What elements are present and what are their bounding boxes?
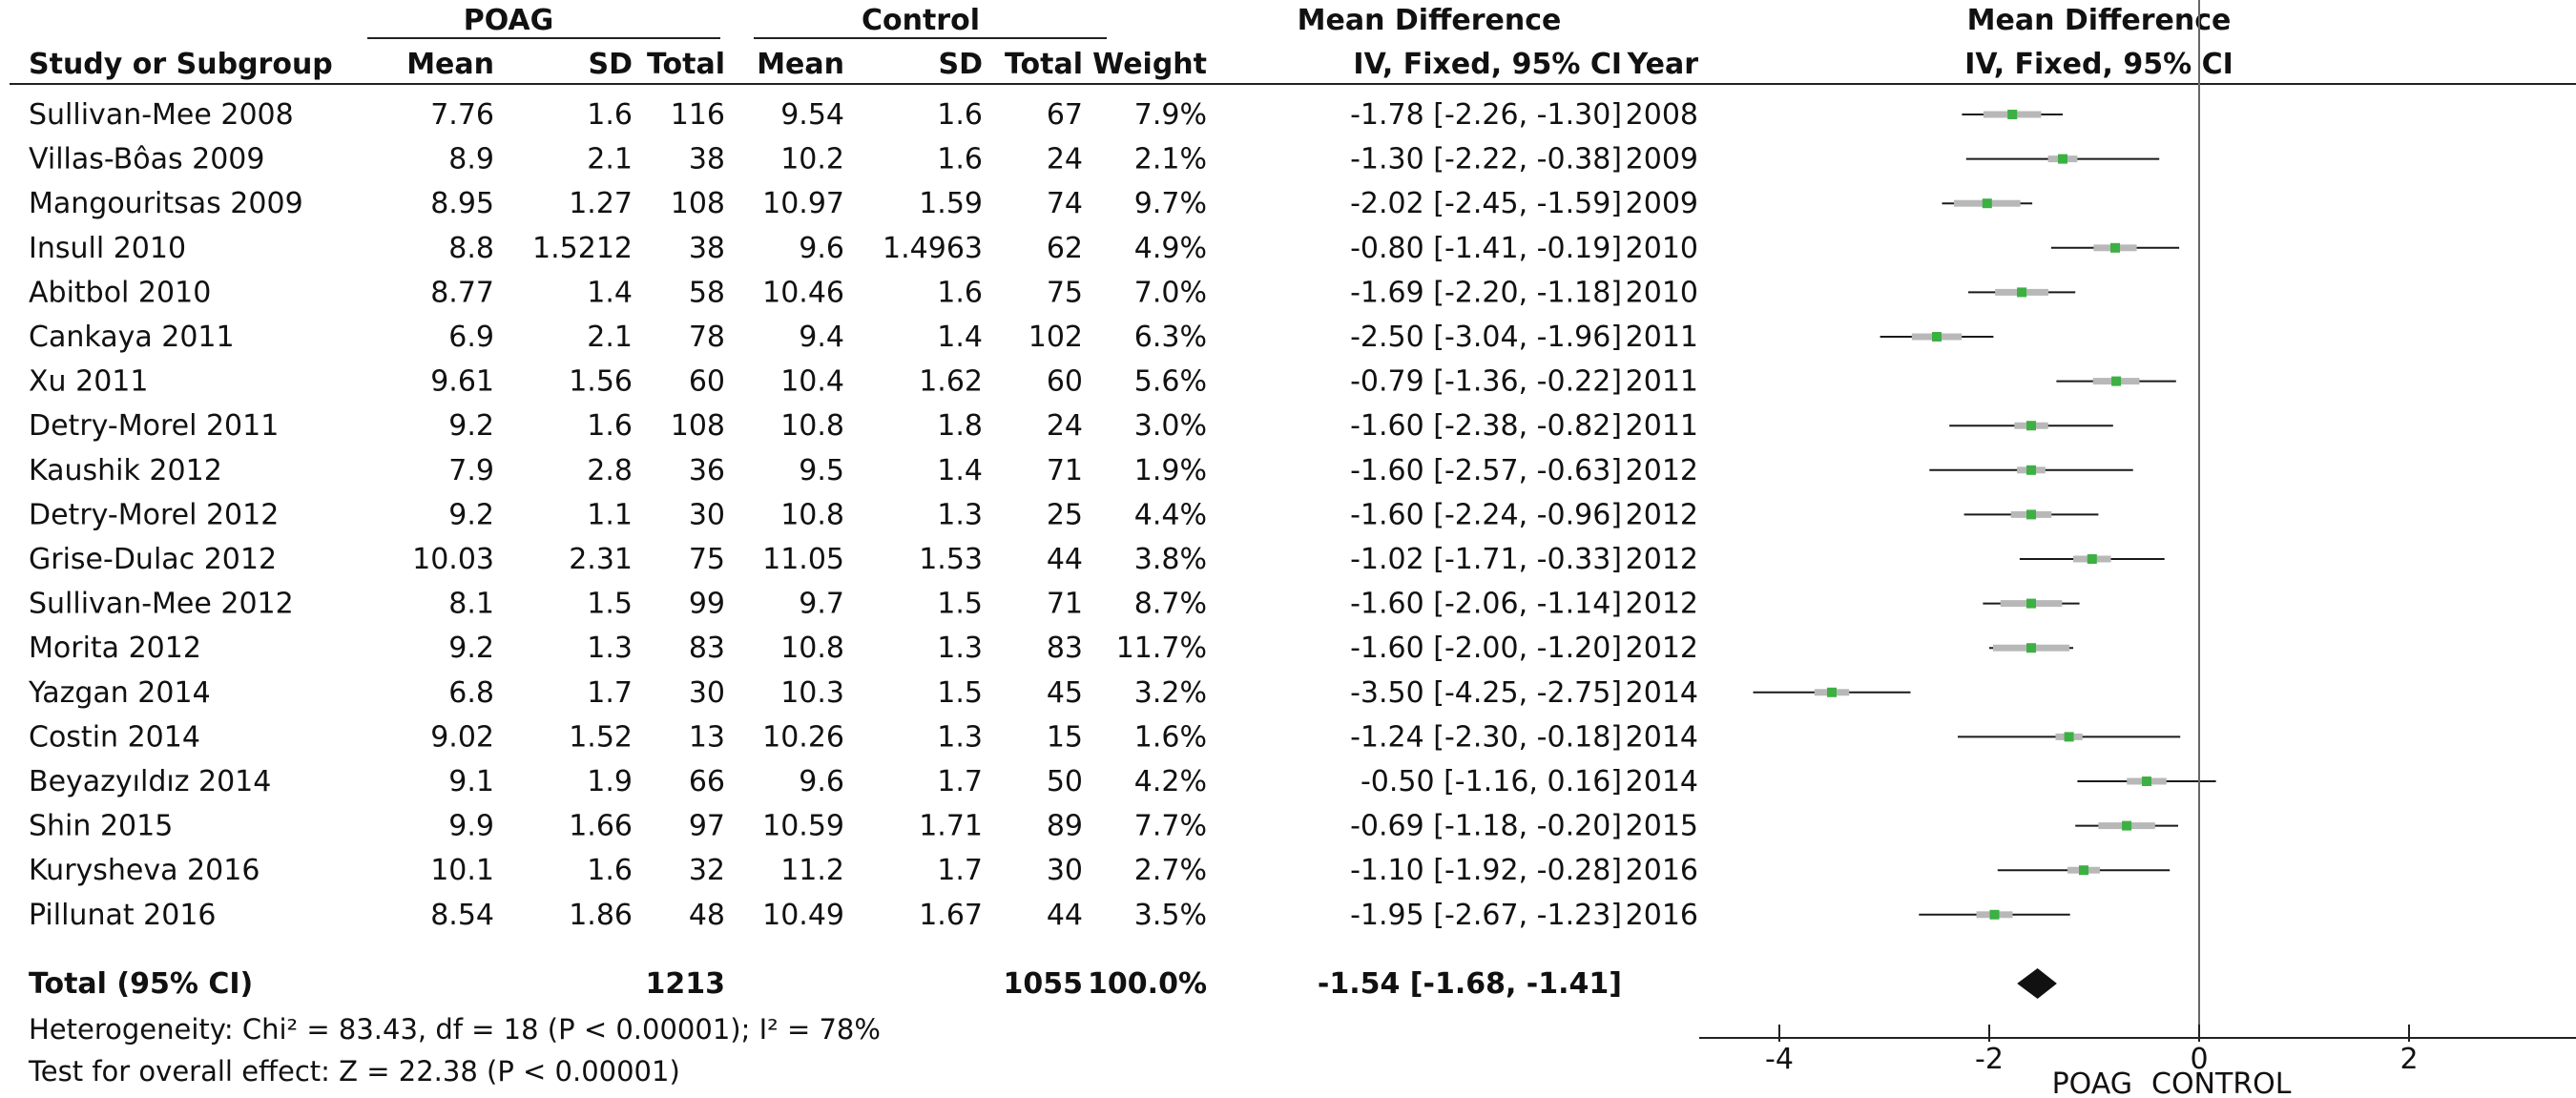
study-mark	[1949, 421, 2113, 430]
cell-study-name: Detry-Morel 2011	[29, 409, 280, 444]
cell-sd-poag: 2.1	[587, 321, 633, 354]
cell-mean-control: 10.8	[780, 498, 844, 532]
cell-total-poag: 83	[688, 632, 725, 666]
cell-ci: -1.60 [-2.57, -0.63]	[1350, 453, 1622, 487]
cell-mean-poag: 9.02	[430, 720, 494, 755]
study-mark	[2051, 243, 2179, 253]
cell-ci: -1.60 [-2.06, -1.14]	[1350, 587, 1622, 621]
plot-subtitle: IV, Fixed, 95% CI	[1964, 48, 2233, 81]
col-ci: IV, Fixed, 95% CI	[1353, 48, 1622, 81]
cell-weight: 6.3%	[1133, 321, 1207, 354]
cell-ci: -0.50 [-1.16, 0.16]	[1360, 765, 1622, 798]
cell-sd-control: 1.53	[919, 543, 983, 576]
cell-mean-poag: 6.8	[448, 675, 494, 710]
cell-total-control: 75	[1046, 276, 1083, 310]
cell-total-poag: 75	[688, 543, 725, 576]
col-study: Study or Subgroup	[29, 48, 333, 81]
cell-mean-control: 9.6	[799, 765, 844, 798]
table-row	[29, 187, 1698, 220]
total-diamond	[2017, 968, 2057, 999]
cell-year: 2012	[1625, 543, 1698, 576]
table-row	[29, 720, 1698, 754]
cell-total-poag: 97	[688, 809, 725, 843]
point-estimate	[2142, 777, 2151, 786]
table-row	[29, 454, 1698, 487]
cell-sd-poag: 1.5212	[532, 231, 633, 265]
cell-ci: -1.69 [-2.20, -1.18]	[1350, 276, 1622, 310]
table-row	[29, 276, 1698, 309]
cell-total-poag: 30	[688, 498, 725, 532]
cell-sd-poag: 1.4	[587, 276, 633, 310]
heterogeneity-note: Heterogeneity: Chi² = 83.43, df = 18 (P < 0.00001); I² = 78%	[29, 1013, 881, 1046]
cell-mean-control: 10.8	[780, 632, 844, 666]
study-mark	[1942, 198, 2033, 208]
table-row	[29, 543, 1698, 576]
cell-mean-control: 11.2	[780, 854, 844, 888]
col-mean-poag: Mean	[406, 48, 494, 81]
study-mark	[1754, 688, 1911, 697]
point-estimate	[2110, 243, 2120, 253]
cell-ci: -1.60 [-2.38, -0.82]	[1350, 409, 1622, 444]
cell-year: 2012	[1625, 453, 1698, 487]
cell-sd-poag: 1.6	[587, 854, 633, 888]
study-mark	[1968, 287, 2075, 297]
cell-sd-control: 1.59	[919, 187, 983, 221]
total-label: Total (95% CI)	[29, 967, 254, 1001]
col-sd-control: SD	[938, 48, 983, 81]
cell-mean-poag: 8.1	[448, 587, 494, 621]
axis-tick-label: -2	[1975, 1043, 2004, 1076]
point-estimate	[2079, 865, 2088, 875]
cell-mean-control: 10.4	[780, 364, 844, 399]
cell-total-control: 24	[1046, 409, 1083, 444]
cell-total-control: 25	[1046, 498, 1083, 532]
table-row	[29, 588, 1698, 621]
cell-ci: -2.50 [-3.04, -1.96]	[1350, 321, 1622, 354]
cell-total-poag: 38	[688, 142, 725, 176]
cell-total-control: 45	[1046, 675, 1083, 710]
cell-sd-poag: 2.31	[569, 543, 633, 576]
cell-total-poag: 66	[688, 765, 725, 798]
cell-year: 2012	[1625, 587, 1698, 621]
cell-sd-poag: 1.9	[587, 765, 633, 798]
cell-ci: -0.79 [-1.36, -0.22]	[1350, 364, 1622, 399]
cell-ci: -1.95 [-2.67, -1.23]	[1350, 898, 1622, 932]
cell-sd-control: 1.3	[937, 632, 983, 666]
cell-weight: 1.9%	[1133, 453, 1207, 487]
study-mark	[1964, 509, 2099, 519]
cell-total-control: 44	[1046, 898, 1083, 932]
cell-sd-control: 1.6	[937, 142, 983, 176]
cell-total-poag: 48	[688, 898, 725, 932]
favours-right-label: CONTROL	[2151, 1067, 2292, 1098]
cell-mean-control: 10.8	[780, 409, 844, 444]
col-sd-poag: SD	[588, 48, 633, 81]
cell-study-name: Abitbol 2010	[29, 276, 212, 310]
cell-sd-poag: 1.7	[587, 675, 633, 710]
cell-total-control: 71	[1046, 453, 1083, 487]
cell-study-name: Insull 2010	[29, 231, 187, 265]
cell-sd-poag: 1.86	[569, 898, 633, 932]
cell-sd-poag: 1.52	[569, 720, 633, 755]
point-estimate	[2017, 287, 2026, 297]
point-estimate	[1990, 910, 2000, 920]
cell-total-poag: 60	[688, 364, 725, 399]
cell-sd-control: 1.4	[937, 453, 983, 487]
cell-total-poag: 116	[670, 98, 725, 132]
cell-study-name: Shin 2015	[29, 809, 174, 843]
cell-sd-poag: 1.3	[587, 632, 633, 666]
point-estimate	[2007, 110, 2017, 119]
plot-title: Mean Difference	[1966, 4, 2232, 37]
cell-ci: -0.69 [-1.18, -0.20]	[1350, 809, 1622, 843]
study-mark	[1880, 332, 1994, 342]
header-poag: POAG	[463, 4, 554, 37]
cell-sd-control: 1.5	[937, 587, 983, 621]
cell-weight: 8.7%	[1133, 587, 1207, 621]
cell-total-poag: 36	[688, 453, 725, 487]
cell-mean-control: 10.59	[762, 809, 844, 843]
cell-study-name: Villas-Bôas 2009	[29, 142, 265, 176]
cell-weight: 9.7%	[1133, 187, 1207, 221]
cell-mean-poag: 7.9	[448, 453, 494, 487]
cell-sd-poag: 1.56	[569, 364, 633, 399]
cell-sd-poag: 1.1	[587, 498, 633, 532]
axis-tick-label: -4	[1765, 1043, 1794, 1076]
cell-study-name: Detry-Morel 2012	[29, 498, 280, 532]
cell-weight: 3.0%	[1133, 409, 1207, 444]
cell-ci: -1.60 [-2.24, -0.96]	[1350, 498, 1622, 532]
study-mark	[1962, 110, 2063, 119]
cell-mean-poag: 7.76	[430, 98, 494, 132]
total-n-poag: 1213	[645, 967, 725, 1001]
cell-mean-poag: 8.8	[448, 231, 494, 265]
table-row	[29, 498, 1698, 531]
cell-sd-control: 1.7	[937, 765, 983, 798]
cell-mean-control: 10.3	[780, 675, 844, 710]
cell-year: 2016	[1625, 854, 1698, 888]
cell-weight: 7.9%	[1133, 98, 1207, 132]
total-n-control: 1055	[1003, 967, 1083, 1001]
cell-total-control: 60	[1046, 364, 1083, 399]
cell-study-name: Sullivan-Mee 2012	[29, 587, 294, 621]
cell-weight: 4.9%	[1133, 231, 1207, 265]
cell-total-control: 83	[1046, 632, 1083, 666]
cell-sd-control: 1.5	[937, 675, 983, 710]
cell-study-name: Morita 2012	[29, 632, 201, 666]
cell-total-poag: 108	[670, 187, 725, 221]
study-mark	[1998, 865, 2170, 875]
header-mean-difference: Mean Difference	[1297, 4, 1562, 37]
cell-sd-control: 1.4	[937, 321, 983, 354]
cell-sd-control: 1.67	[919, 898, 983, 932]
cell-weight: 7.0%	[1133, 276, 1207, 310]
cell-mean-poag: 9.1	[448, 765, 494, 798]
cell-mean-poag: 10.1	[430, 854, 494, 888]
cell-weight: 4.4%	[1133, 498, 1207, 532]
cell-study-name: Pillunat 2016	[29, 898, 217, 932]
plot-area	[1699, 0, 2576, 1076]
cell-ci: -3.50 [-4.25, -2.75]	[1350, 675, 1622, 710]
cell-mean-control: 10.97	[762, 187, 844, 221]
cell-sd-poag: 1.6	[587, 409, 633, 444]
cell-study-name: Costin 2014	[29, 720, 200, 755]
table-row	[29, 409, 1698, 443]
point-estimate	[2026, 643, 2036, 653]
cell-sd-poag: 1.5	[587, 587, 633, 621]
cell-mean-control: 11.05	[762, 543, 844, 576]
col-total-poag: Total	[647, 48, 725, 81]
cell-total-control: 67	[1046, 98, 1083, 132]
cell-study-name: Kurysheva 2016	[29, 854, 260, 888]
table-row	[29, 321, 1698, 354]
cell-sd-control: 1.62	[919, 364, 983, 399]
cell-sd-control: 1.4963	[883, 231, 983, 265]
cell-ci: -2.02 [-2.45, -1.59]	[1350, 187, 1622, 221]
cell-mean-poag: 9.61	[430, 364, 494, 399]
cell-total-poag: 58	[688, 276, 725, 310]
point-estimate	[2088, 554, 2097, 564]
table-row	[29, 98, 1698, 132]
cell-ci: -1.60 [-2.00, -1.20]	[1350, 632, 1622, 666]
cell-mean-control: 9.54	[780, 98, 844, 132]
table-row	[29, 143, 1698, 176]
cell-study-name: Sullivan-Mee 2008	[29, 98, 294, 132]
table-row	[29, 854, 1698, 887]
study-mark	[2075, 821, 2178, 831]
cell-sd-control: 1.7	[937, 854, 983, 888]
cell-mean-control: 10.26	[762, 720, 844, 755]
cell-sd-control: 1.3	[937, 498, 983, 532]
cell-year: 2011	[1625, 364, 1698, 399]
point-estimate	[2065, 732, 2074, 741]
cell-total-control: 74	[1046, 187, 1083, 221]
cell-total-poag: 99	[688, 587, 725, 621]
cell-year: 2011	[1625, 321, 1698, 354]
cell-sd-poag: 1.66	[569, 809, 633, 843]
cell-study-name: Yazgan 2014	[29, 675, 211, 710]
cell-ci: -1.02 [-1.71, -0.33]	[1350, 543, 1622, 576]
cell-mean-poag: 9.2	[448, 632, 494, 666]
cell-ci: -1.78 [-2.26, -1.30]	[1350, 98, 1622, 132]
cell-weight: 1.6%	[1133, 720, 1207, 755]
cell-ci: -1.30 [-2.22, -0.38]	[1350, 142, 1622, 176]
point-estimate	[1827, 688, 1837, 697]
cell-sd-control: 1.71	[919, 809, 983, 843]
cell-mean-control: 9.4	[799, 321, 844, 354]
overall-effect-note: Test for overall effect: Z = 22.38 (P < 0.00001)	[29, 1055, 680, 1088]
cell-sd-control: 1.6	[937, 98, 983, 132]
cell-study-name: Beyazyıldız 2014	[29, 765, 272, 798]
cell-sd-poag: 1.27	[569, 187, 633, 221]
cell-study-name: Kaushik 2012	[29, 453, 222, 487]
cell-sd-poag: 1.6	[587, 98, 633, 132]
cell-weight: 5.6%	[1133, 364, 1207, 399]
cell-weight: 11.7%	[1115, 632, 1207, 666]
cell-year: 2015	[1625, 809, 1698, 843]
table-row	[29, 765, 1698, 798]
table-row	[29, 810, 1698, 843]
table-row	[29, 899, 1698, 932]
cell-total-control: 30	[1046, 854, 1083, 888]
cell-mean-poag: 8.54	[430, 898, 494, 932]
study-mark	[1983, 599, 2079, 609]
point-estimate	[2111, 377, 2121, 386]
table-row	[29, 365, 1698, 399]
axis-tick-label: 0	[2190, 1043, 2209, 1076]
point-estimate	[2026, 509, 2036, 519]
cell-total-poag: 13	[688, 720, 725, 755]
col-weight: Weight	[1092, 48, 1207, 81]
cell-mean-control: 10.49	[762, 898, 844, 932]
study-rows	[28, 98, 1698, 932]
cell-year: 2010	[1625, 276, 1698, 310]
cell-sd-control: 1.6	[937, 276, 983, 310]
study-mark	[2077, 777, 2215, 786]
cell-total-control: 71	[1046, 587, 1083, 621]
cell-ci: -1.10 [-1.92, -0.28]	[1350, 854, 1622, 888]
cell-total-control: 24	[1046, 142, 1083, 176]
cell-weight: 2.1%	[1133, 142, 1207, 176]
cell-study-name: Mangouritsas 2009	[29, 187, 303, 221]
cell-year: 2008	[1625, 98, 1698, 132]
cell-ci: -1.24 [-2.30, -0.18]	[1350, 720, 1622, 755]
cell-total-control: 62	[1046, 231, 1083, 265]
cell-sd-control: 1.8	[937, 409, 983, 444]
cell-total-poag: 108	[670, 409, 725, 444]
cell-ci: -0.80 [-1.41, -0.19]	[1350, 231, 1622, 265]
study-mark	[1929, 466, 2132, 475]
cell-total-poag: 78	[688, 321, 725, 354]
col-total-control: Total	[1005, 48, 1083, 81]
cell-weight: 7.7%	[1133, 809, 1207, 843]
cell-study-name: Grise-Dulac 2012	[29, 543, 278, 576]
point-estimate	[2058, 155, 2067, 164]
cell-year: 2009	[1625, 187, 1698, 221]
cell-sd-poag: 2.1	[587, 142, 633, 176]
cell-weight: 2.7%	[1133, 854, 1207, 888]
cell-total-control: 44	[1046, 543, 1083, 576]
cell-weight: 3.2%	[1133, 675, 1207, 710]
cell-mean-control: 9.6	[799, 231, 844, 265]
table-row	[29, 632, 1698, 665]
cell-weight: 4.2%	[1133, 765, 1207, 798]
table-row	[29, 232, 1698, 265]
header-control: Control	[861, 4, 981, 37]
point-estimate	[2026, 466, 2036, 475]
cell-mean-poag: 10.03	[412, 543, 494, 576]
cell-year: 2010	[1625, 231, 1698, 265]
cell-year: 2014	[1625, 765, 1698, 798]
cell-study-name: Xu 2011	[29, 364, 149, 399]
study-mark	[1989, 643, 2073, 653]
cell-year: 2012	[1625, 632, 1698, 666]
cell-sd-poag: 2.8	[587, 453, 633, 487]
cell-mean-poag: 9.9	[448, 809, 494, 843]
cell-total-control: 89	[1046, 809, 1083, 843]
cell-mean-control: 9.5	[799, 453, 844, 487]
cell-mean-poag: 9.2	[448, 498, 494, 532]
cell-total-control: 50	[1046, 765, 1083, 798]
cell-year: 2012	[1625, 498, 1698, 532]
point-estimate	[2026, 599, 2036, 609]
table-row	[28, 676, 1698, 710]
col-year: Year	[1627, 48, 1698, 81]
cell-mean-poag: 8.95	[430, 187, 494, 221]
point-estimate	[2026, 421, 2036, 430]
cell-total-poag: 30	[688, 675, 725, 710]
cell-total-control: 15	[1046, 720, 1083, 755]
study-mark	[1966, 155, 2159, 164]
total-weight: 100.0%	[1088, 967, 1207, 1001]
cell-sd-control: 1.3	[937, 720, 983, 755]
cell-mean-control: 9.7	[799, 587, 844, 621]
cell-mean-poag: 8.9	[448, 142, 494, 176]
study-mark	[1958, 732, 2180, 741]
axis-tick-label: 2	[2399, 1043, 2419, 1076]
favours-left-label: POAG	[2051, 1067, 2132, 1098]
cell-weight: 3.8%	[1133, 543, 1207, 576]
cell-mean-control: 10.46	[762, 276, 844, 310]
cell-total-poag: 32	[688, 854, 725, 888]
cell-study-name: Cankaya 2011	[29, 321, 235, 354]
study-mark	[1919, 910, 2069, 920]
cell-year: 2009	[1625, 142, 1698, 176]
cell-year: 2011	[1625, 409, 1698, 444]
cell-mean-poag: 9.2	[448, 409, 494, 444]
study-mark	[2020, 554, 2165, 564]
cell-year: 2016	[1625, 898, 1698, 932]
point-estimate	[1932, 332, 1942, 342]
point-estimate	[2122, 821, 2131, 831]
cell-total-poag: 38	[688, 231, 725, 265]
cell-year: 2014	[1625, 720, 1698, 755]
cell-year: 2014	[1625, 675, 1698, 710]
study-mark	[2056, 377, 2175, 386]
cell-mean-poag: 8.77	[430, 276, 494, 310]
total-ci: -1.54 [-1.68, -1.41]	[1317, 967, 1622, 1001]
point-estimate	[1983, 198, 1992, 208]
cell-mean-poag: 6.9	[448, 321, 494, 354]
cell-weight: 3.5%	[1133, 898, 1207, 932]
cell-total-control: 102	[1028, 321, 1083, 354]
cell-mean-control: 10.2	[780, 142, 844, 176]
col-mean-control: Mean	[757, 48, 844, 81]
